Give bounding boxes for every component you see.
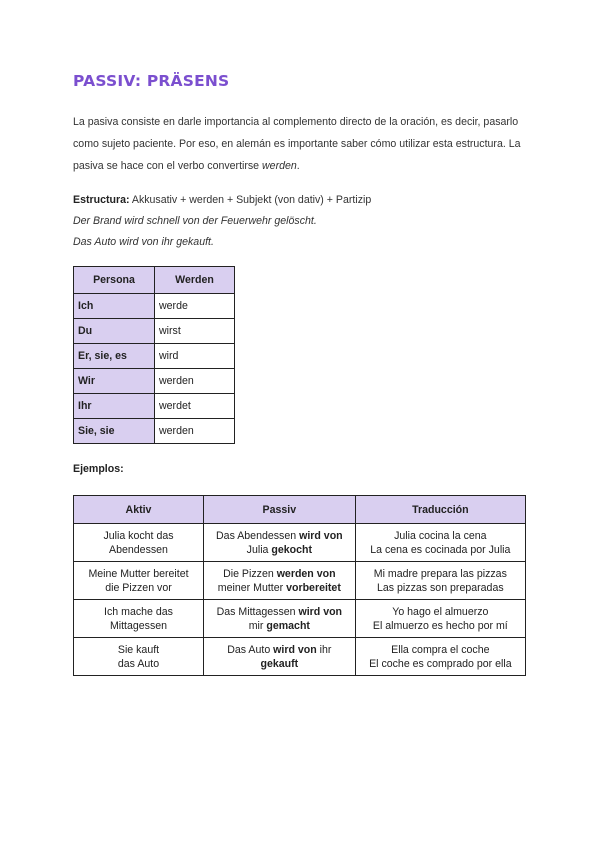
traduccion-cell	[355, 600, 525, 638]
estructura-block	[73, 190, 371, 253]
estructura-label: Estructura:	[73, 194, 130, 206]
passiv-bold: gekocht	[271, 543, 313, 556]
aktiv-line: das Auto	[117, 657, 160, 670]
passiv-bold: vorbereitet	[286, 581, 341, 594]
ejemplos-label: Ejemplos:	[73, 463, 124, 475]
traduccion-cell	[355, 524, 525, 562]
passiv-bold: gekauft	[260, 657, 299, 670]
passiv-cell	[204, 638, 356, 676]
passiv-text: Julia	[246, 543, 272, 556]
examples-header: Traducción	[355, 496, 525, 524]
conjugation-form: wird	[155, 344, 235, 369]
passiv-text: ihr	[316, 643, 332, 656]
estructura-formula-line	[73, 190, 371, 211]
conjugation-form: werde	[155, 294, 235, 319]
conjugation-form: werdet	[155, 394, 235, 419]
passiv-text: Das Mittagessen	[216, 605, 299, 618]
examples-header-row	[74, 496, 526, 524]
aktiv-line: Mittagessen	[109, 619, 168, 632]
conjugation-person: Sie, sie	[74, 419, 155, 444]
conjugation-person: Ich	[74, 294, 155, 319]
traduccion-cell	[355, 638, 525, 676]
aktiv-line: Meine Mutter bereitet	[88, 567, 189, 580]
passiv-bold: wird von	[273, 643, 317, 656]
passiv-text: Das Abendessen	[216, 529, 300, 542]
passiv-line	[207, 643, 352, 657]
conjugation-person: Du	[74, 319, 155, 344]
aktiv-line: Julia kocht das	[103, 529, 174, 542]
aktiv-cell	[74, 600, 204, 638]
traduccion-cell	[355, 562, 525, 600]
passiv-bold: werden von	[276, 567, 336, 580]
passiv-line	[207, 657, 352, 671]
traduccion-line: La cena es cocinada por Julia	[370, 543, 511, 556]
table-row	[74, 638, 526, 676]
conjugation-person: Wir	[74, 369, 155, 394]
aktiv-cell	[74, 562, 204, 600]
traduccion-line: El coche es comprado por ella	[369, 657, 512, 670]
passiv-line	[207, 567, 352, 581]
conjugation-form: werden	[155, 369, 235, 394]
intro-paragraph	[73, 111, 525, 177]
table-row	[74, 294, 235, 319]
passiv-text: Das Auto	[227, 643, 274, 656]
conjugation-table	[73, 266, 235, 444]
conjugation-form: werden	[155, 419, 235, 444]
conjugation-person: Er, sie, es	[74, 344, 155, 369]
aktiv-line: die Pizzen vor	[105, 581, 172, 594]
table-row	[74, 369, 235, 394]
passiv-text: meiner Mutter	[217, 581, 287, 594]
table-row	[74, 394, 235, 419]
passiv-text: Die Pizzen	[223, 567, 277, 580]
passiv-cell	[204, 600, 356, 638]
traduccion-line: Mi madre prepara las pizzas	[373, 567, 507, 580]
examples-header: Aktiv	[74, 496, 204, 524]
page-title: PASSIV: PRÄSENS	[73, 72, 230, 90]
traduccion-line: Julia cocina la cena	[394, 529, 487, 542]
table-row	[74, 524, 526, 562]
table-row	[74, 562, 526, 600]
traduccion-line: Las pizzas son preparadas	[377, 581, 504, 594]
passiv-line	[207, 619, 352, 633]
estructura-example-2: Das Auto wird von ihr gekauft.	[73, 236, 214, 248]
examples-header: Passiv	[204, 496, 356, 524]
traduccion-line: El almuerzo es hecho por mí	[372, 619, 508, 632]
conjugation-header: Persona	[74, 267, 155, 294]
estructura-formula: Akkusativ + werden + Subjekt (von dativ) + Partizip	[129, 194, 372, 206]
aktiv-cell	[74, 638, 204, 676]
traduccion-line: Yo hago el almuerzo	[392, 605, 489, 618]
traduccion-line: Ella compra el coche	[391, 643, 490, 656]
intro-end: .	[296, 160, 300, 172]
aktiv-line: Abendessen	[109, 543, 168, 556]
passiv-bold: wird von	[299, 529, 343, 542]
table-row	[74, 319, 235, 344]
passiv-line	[207, 543, 352, 557]
passiv-line	[207, 581, 352, 595]
passiv-line	[207, 529, 352, 543]
estructura-example-1: Der Brand wird schnell von der Feuerwehr gelöscht.	[73, 215, 317, 227]
passiv-line	[207, 605, 352, 619]
aktiv-line: Ich mache das	[104, 605, 173, 618]
table-row	[74, 344, 235, 369]
examples-table	[73, 495, 526, 676]
aktiv-cell	[74, 524, 204, 562]
conjugation-header: Werden	[155, 267, 235, 294]
conjugation-person: Ihr	[74, 394, 155, 419]
conjugation-form: wirst	[155, 319, 235, 344]
passiv-cell	[204, 524, 356, 562]
passiv-cell	[204, 562, 356, 600]
intro-italic-word: werden	[262, 160, 297, 172]
table-row	[74, 419, 235, 444]
passiv-bold: gemacht	[266, 619, 310, 632]
passiv-bold: wird von	[298, 605, 343, 618]
conjugation-header-row	[74, 267, 235, 294]
intro-text: La pasiva consiste en darle importancia al complemento directo de la oración, es decir, pasarlo como sujeto paciente. Por eso, en alemán es importante saber cómo utilizar esta estructura. La pasiva se hace con el verbo convertirse	[73, 116, 521, 172]
aktiv-line: Sie kauft	[117, 643, 160, 656]
table-row	[74, 600, 526, 638]
passiv-text: mir	[248, 619, 267, 632]
